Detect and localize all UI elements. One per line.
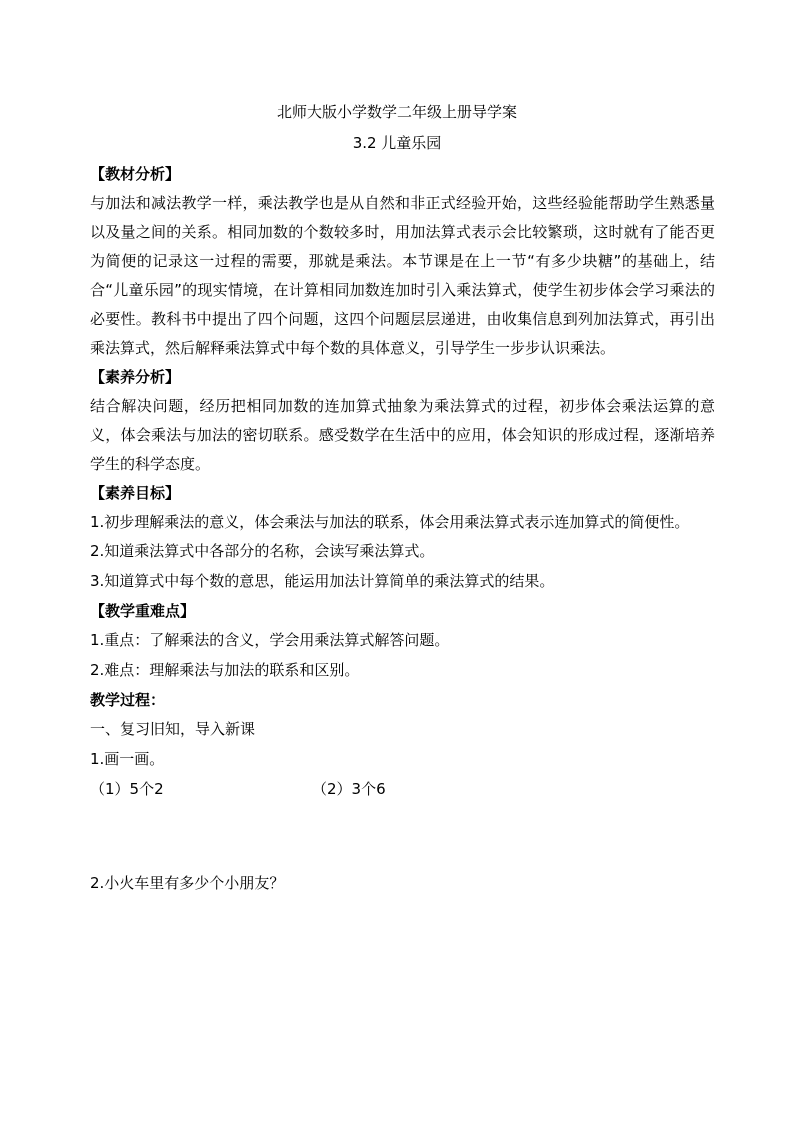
section-heading-key-points: 【教学重难点】	[90, 602, 196, 620]
document-subtitle: 3.2 儿童乐园	[352, 134, 442, 152]
section-heading-material-analysis: 【教材分析】	[90, 165, 181, 183]
literacy-analysis-text: 结合解决问题，经历把相同加数的连加算式抽象为乘法算式的过程，初步体会乘法运算的意义，体会乘法与加法的密切联系。感受数学在生活中的应用，体会知识的形成过程，逐渐培养学生的科学态度。	[90, 397, 715, 473]
literacy-goal-item-1: 1.初步理解乘法的意义，体会乘法与加法的联系，体会用乘法算式表示连加算式的简便性。	[90, 513, 690, 531]
key-point-item-2: 2.难点：理解乘法与加法的联系和区别。	[90, 661, 360, 679]
question-1-option-b: （2）3个6	[312, 780, 386, 798]
drawing-space	[90, 805, 715, 869]
material-analysis-text: 与加法和减法教学一样，乘法教学也是从自然和非正式经验开始，这些经验能帮助学生熟悉量以及量之间的关系。相同加数的个数较多时，用加法算式表示会比较繁琐，这时就有了能否更为简便的记录这一过程的需要，那就是乘法。本节课是在上一节“有多少块糖”的基础上，结合“儿童乐园”的现实情境，在计算相同加数连加时引入乘法算式，使学生初步体会学习乘法的必要性。教科书中提出了四个问题，这四个问题层层递进，由收集信息到列加法算式，再引出乘法算式，然后解释乘法算式中每个数的具体意义，引导学生一步步认识乘法。	[90, 194, 715, 357]
question-1-options	[90, 775, 715, 805]
section-heading-literacy-goals: 【素养目标】	[90, 484, 181, 502]
document-body	[90, 160, 715, 899]
literacy-goal-item-3: 3.知道算式中每个数的意思，能运用加法计算简单的乘法算式的结果。	[90, 572, 555, 590]
section-heading-process: 教学过程：	[90, 691, 166, 709]
section-heading-literacy-analysis: 【素养分析】	[90, 368, 181, 386]
question-1-option-a: （1）5个2	[90, 780, 164, 798]
document-title: 北师大版小学数学二年级上册导学案	[276, 103, 517, 121]
literacy-goal-item-2: 2.知道乘法算式中各部分的名称，会读写乘法算式。	[90, 542, 435, 560]
key-point-item-1: 1.重点：了解乘法的含义，学会用乘法算式解答问题。	[90, 631, 450, 649]
process-step-1: 一、复习旧知，导入新课	[90, 720, 256, 738]
question-1: 1.画一画。	[90, 750, 165, 768]
question-2: 2.小火车里有多少个小朋友？	[90, 874, 285, 892]
